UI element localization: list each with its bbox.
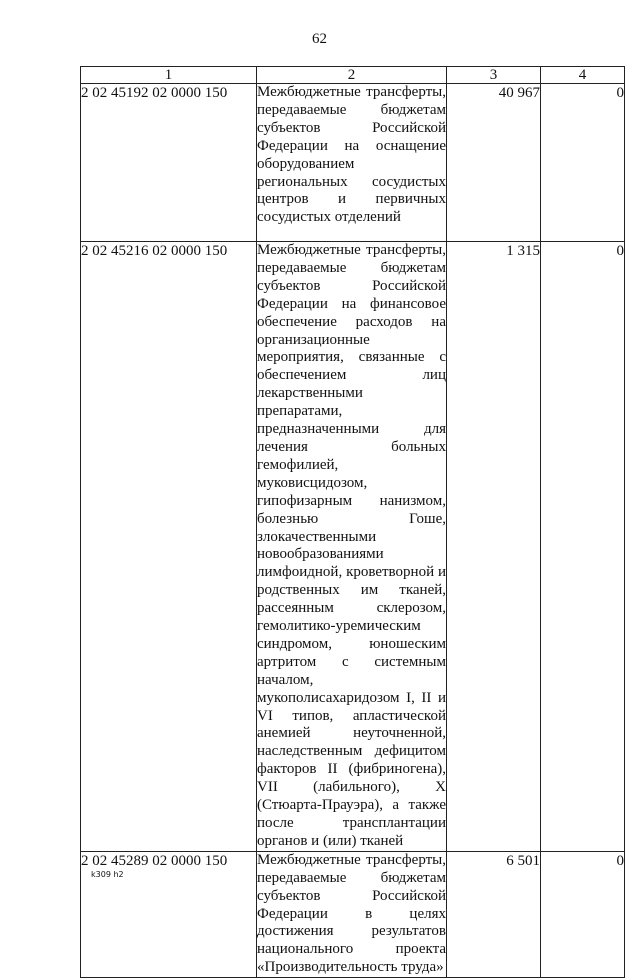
budget-table (80, 66, 625, 978)
column-header-1: 1 (81, 67, 257, 84)
table-row (81, 242, 625, 852)
amount-column-3: 6 501 (447, 851, 541, 977)
page-number: 62 (312, 31, 327, 47)
amount-column-3: 1 315 (447, 242, 541, 852)
amount-column-3: 40 967 (447, 84, 541, 242)
amount-column-4: 0 (541, 84, 625, 242)
amount-column-4: 0 (541, 851, 625, 977)
amount-column-4: 0 (541, 242, 625, 852)
table-row (81, 851, 625, 977)
table-header (81, 67, 625, 84)
document-footer-code: k309 h2 (91, 870, 124, 879)
table-row (81, 84, 625, 242)
transfer-description: Межбюджетные трансферты, передаваемые бюджетам субъектов Российской Федерации на финансовое обеспечение расходов на организационные мероприятия, связанные с обеспечением лиц лекарственными препаратами, предназначенными для лечения больных гемофилией, муковисцидозом, гипофизарным нанизмом, болезнью Гоше, злокачественными новообразованиями лимфоидной, кроветворной и родственных им тканей, рассеянным склерозом, гемолитико-уремическим синдромом, юношеским артритом с системным началом, мукополисахаридозом I, II и VI типов, апластической анемией неуточненной, наследственным дефицитом факторов II (фибриногена), VII (лабильного), X (Стюарта-Прауэра), а также после трансплантации органов и (или) тканей (257, 242, 447, 852)
budget-code: 2 02 45192 02 0000 150 (81, 84, 257, 242)
column-header-3: 3 (447, 67, 541, 84)
budget-code: 2 02 45289 02 0000 150 (81, 851, 257, 977)
column-header-4: 4 (541, 67, 625, 84)
column-header-2: 2 (257, 67, 447, 84)
table-body (81, 84, 625, 978)
budget-code: 2 02 45216 02 0000 150 (81, 242, 257, 852)
transfer-description: Межбюджетные трансферты, передаваемые бюджетам субъектов Российской Федерации в целях достижения результатов национального проекта «Производительность труда» (257, 851, 447, 977)
header-row (81, 67, 625, 84)
transfer-description: Межбюджетные трансферты, передаваемые бюджетам субъектов Российской Федерации на оснащение оборудованием региональных сосудистых центров и первичных сосудистых отделений (257, 84, 447, 242)
